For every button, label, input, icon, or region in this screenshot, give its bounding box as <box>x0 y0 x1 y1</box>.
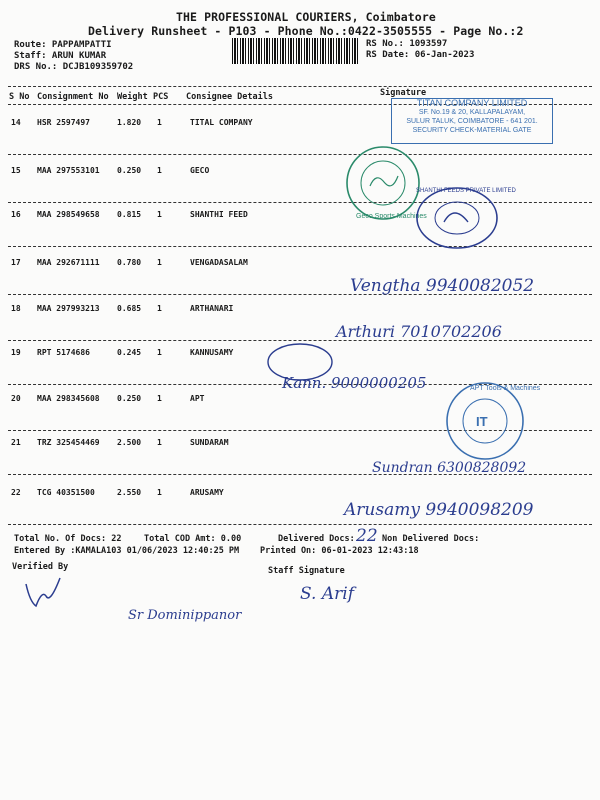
verifier-signature: Sr Dominippanor <box>128 608 242 623</box>
delivered-docs: Delivered Docs: <box>278 534 355 544</box>
cell-weight: 1.820 <box>117 118 142 127</box>
signature-row-21: Sundran 6300828092 <box>372 460 527 476</box>
cell-consignee: VENGADASALAM <box>190 258 248 267</box>
signature-row-18: Arthuri 7010702206 <box>336 322 502 341</box>
cell-sno: 21 <box>11 438 21 447</box>
titan-stamp <box>391 98 553 144</box>
col-sno: S No <box>9 92 30 102</box>
cell-weight: 0.245 <box>117 348 142 357</box>
cell-weight: 0.780 <box>117 258 142 267</box>
cell-sno: 18 <box>11 304 21 313</box>
cell-pcs: 1 <box>157 210 162 219</box>
cell-weight: 2.550 <box>117 488 142 497</box>
rs-number: RS No.: 1093597 <box>366 39 448 49</box>
staff-signature-label: Staff Signature <box>268 566 345 576</box>
cell-consignment: MAA 297993213 <box>37 304 100 313</box>
shanthi-stamp <box>412 182 516 256</box>
cell-pcs: 1 <box>157 438 162 447</box>
cell-consignee: GECO <box>190 166 210 175</box>
cell-weight: 2.500 <box>117 438 142 447</box>
cell-sno: 17 <box>11 258 21 267</box>
cell-sno: 19 <box>11 348 21 357</box>
cell-sno: 20 <box>11 394 21 403</box>
cell-consignment: RPT 5174686 <box>37 348 90 357</box>
cell-pcs: 1 <box>157 348 162 357</box>
col-consignee: Consignee Details <box>186 92 273 102</box>
cell-consignment: TCG 40351500 <box>37 488 95 497</box>
row-divider <box>8 202 592 203</box>
company-title: THE PROFESSIONAL COURIERS, Coimbatore <box>176 10 436 24</box>
cell-pcs: 1 <box>157 258 162 267</box>
cell-pcs: 1 <box>157 304 162 313</box>
cell-consignment: MAA 292671111 <box>37 258 100 267</box>
row-divider <box>8 524 592 525</box>
cell-consignee: ARUSAMY <box>190 488 224 497</box>
cell-consignee: SHANTHI FEED <box>190 210 248 219</box>
col-consignment: Consignment No <box>37 92 109 102</box>
divider <box>8 86 592 87</box>
titan-stamp-line: SECURITY CHECK-MATERIAL GATE <box>412 127 532 134</box>
cell-consignment: MAA 297553101 <box>37 166 100 175</box>
verified-by-label: Verified By <box>12 562 69 572</box>
cell-pcs: 1 <box>157 394 162 403</box>
cell-weight: 0.250 <box>117 166 142 175</box>
signature-row-22: Arusamy 9940098209 <box>344 500 534 520</box>
titan-stamp-line: SF. No.19 & 20, KALLAPALAYAM, <box>418 109 526 116</box>
cell-consignment: MAA 298549658 <box>37 210 100 219</box>
signature-row-19: Kann. 9000000205 <box>282 374 427 392</box>
rs-date: RS Date: 06-Jan-2023 <box>366 50 475 60</box>
staff-signature: S. Arif <box>300 584 354 604</box>
col-weight: Weight <box>117 92 148 102</box>
col-signature: Signature <box>380 88 427 98</box>
staff-label: Staff: ARUN KUMAR <box>14 51 107 61</box>
cell-consignment: TRZ 325454469 <box>37 438 100 447</box>
svg-text:IT: IT <box>476 414 488 429</box>
cell-sno: 15 <box>11 166 21 175</box>
titan-stamp-line: SULUR TALUK, COIMBATORE - 641 201. <box>406 118 538 125</box>
cell-pcs: 1 <box>157 488 162 497</box>
titan-stamp-line: TITAN COMPANY LIMITED <box>416 98 528 108</box>
shanthi-stamp-text: SHANTHI FEEDS PRIVATE LIMITED <box>416 188 516 194</box>
geco-stamp-text: Geco Sports Machines <box>356 213 427 220</box>
cell-pcs: 1 <box>157 166 162 175</box>
cell-consignee: KANNUSAMY <box>190 348 234 357</box>
cell-weight: 0.685 <box>117 304 142 313</box>
total-docs: Total No. Of Docs: 22 <box>14 534 122 544</box>
cell-consignment: MAA 298345608 <box>37 394 100 403</box>
cell-weight: 0.815 <box>117 210 142 219</box>
verified-signature-mark <box>20 572 70 612</box>
cell-consignment: HSR 2597497 <box>37 118 90 127</box>
row-divider <box>8 154 592 155</box>
cell-pcs: 1 <box>157 118 162 127</box>
delivered-count-handwritten: 22 <box>356 526 378 546</box>
cell-sno: 22 <box>11 488 21 497</box>
cell-sno: 14 <box>11 118 21 127</box>
row-divider <box>8 246 592 247</box>
route-label: Route: PAPPAMPATTI <box>14 40 112 50</box>
col-pcs: PCS <box>153 92 169 102</box>
entered-by: Entered By :KAMALA103 01/06/2023 12:40:25 PM <box>14 546 240 556</box>
barcode <box>232 38 360 64</box>
runsheet-title: Delivery Runsheet - P103 - Phone No.:0422-3505555 - Page No.:2 <box>88 24 524 38</box>
cell-consignee: APT <box>190 394 205 403</box>
cell-consignee: ARTHANARI <box>190 304 234 313</box>
printed-on: Printed On: 06-01-2023 12:43:18 <box>260 546 419 556</box>
total-cod: Total COD Amt: 0.00 <box>144 534 242 544</box>
cell-consignee: SUNDARAM <box>190 438 229 447</box>
apt-stamp <box>440 376 541 466</box>
non-delivered-docs: Non Delivered Docs: <box>382 534 480 544</box>
cell-sno: 16 <box>11 210 21 219</box>
apt-stamp-text: APT Tools & Machines <box>470 385 541 392</box>
signature-row-17: Vengtha 9940082052 <box>350 276 535 296</box>
drs-number: DRS No.: DCJB109359702 <box>14 62 134 72</box>
cell-consignee: TITAL COMPANY <box>190 118 253 127</box>
cell-weight: 0.250 <box>117 394 142 403</box>
